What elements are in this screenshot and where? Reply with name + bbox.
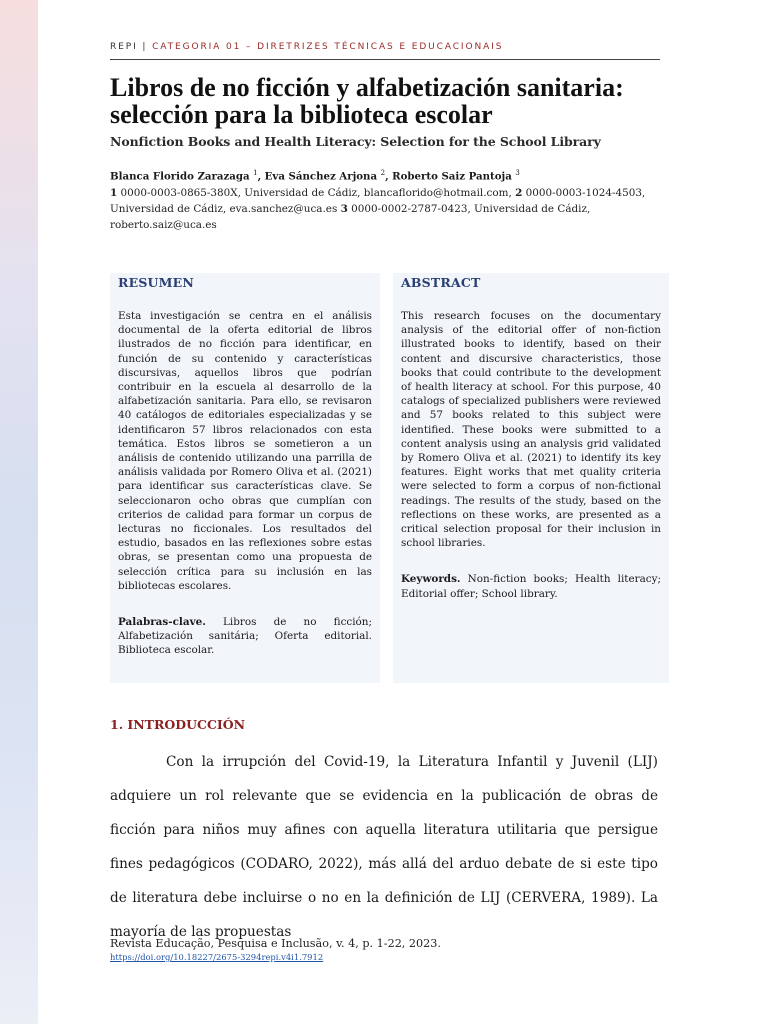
introduction-paragraph: Con la irrupción del Covid-19, la Literatura Infantil y Juvenil (LIJ) adquiere un rol relevante que se evidencia en la publicación de obras de ficción para niños muy afines con aquella literatura utilitaria que persigue fines pedagógicos (CODARO, 2022), más allá del arduo debate de si este tipo de literatura debe incluirse o no en la definición de LIJ (CERVERA, 1989). La mayoría de las propuestas [110, 754, 658, 940]
author-list: Blanca Florido Zarazaga $^1$, Eva Sánchez Arjona $^2$, Roberto Saiz Pantoja $^3$ [110, 169, 520, 183]
keywords-label: Keywords. [401, 573, 461, 586]
keywords-text: Non-fiction books; Health literacy; Editorial offer; School library. [401, 573, 661, 600]
author-superscript: 2 [380, 169, 386, 177]
keywords-label: Palabras-clave. [118, 616, 206, 629]
doi-link[interactable]: https://doi.org/10.18227/2675-3294repi.v4i1.7912 [110, 952, 324, 962]
resumen-body: Esta investigación se centra en el análisis documental de la oferta editorial de libros ilustrados de no ficción para identificar, en función de su contenido y características discursivas, aquellos libros que podrían contribuir en la escuela al desarrollo de la alfabetización sanitaria. Para ello, se revisaron 40 catálogos de editoriales especializadas y se identificaron 57 libros relacionados con esta temática. Estos libros se sometieron a un análisis de contenido utilizando una parrilla de análisis validada por Romero Oliva et al. (2021) para identificar sus características clave. Se seleccionaron ocho obras que cumplían con criterios de calidad para formar un corpus de lecturas no ficcionales. Los resultados del estudio, basados en las reflexiones sobre estas obras, se presentan como una propuesta de selección crítica para su inclusión en las bibliotecas escolares. [118, 310, 372, 592]
abstract-body: This research focuses on the documentary analysis of the editorial offer of non-fiction illustrated books to identify, based on their content and discursive characteristics, those books that could contribute to the development of health literacy at school. For this purpose, 40 catalogs of specialized publishers were reviewed and 57 books related to this subject were identified. These books were submitted to a content analysis using an analysis grid validated by Romero Oliva et al. (2021) to identify its key features. Eight works that met quality criteria were selected to form a corpus of non-fictional readings. The results of the study, based on the reflections on these works, are presented as a critical selection proposal for their inclusion in school libraries. [401, 310, 661, 550]
footer-citation: Revista Educação, Pesquisa e Inclusão, v. 4, p. 1-22, 2023. [110, 937, 441, 950]
abstract-keywords [401, 572, 661, 600]
author-name: Eva Sánchez Arjona [264, 170, 378, 183]
article-subtitle: Nonfiction Books and Health Literacy: Selection for the School Library [110, 134, 601, 149]
keywords-text: Libros de no ficción; Alfabetización sanitária; Oferta editorial. Biblioteca escolar. [118, 616, 372, 657]
author-name: Roberto Saiz Pantoja [392, 170, 512, 183]
header-category: CATEGORIA 01 – DIRETRIZES TÉCNICAS E EDUCACIONAIS [152, 42, 504, 52]
abstract-heading: ABSTRACT [401, 275, 481, 290]
author-name: Blanca Florido Zarazaga [110, 170, 250, 183]
section-heading-introduccion: 1. INTRODUCCIÓN [110, 717, 246, 732]
abstract-box [393, 273, 669, 683]
resumen-heading: RESUMEN [118, 275, 195, 290]
resumen-keywords [118, 615, 372, 658]
header-separator: | [142, 42, 148, 52]
resumen-box [110, 273, 380, 683]
affiliation-text: 0000-0002-2787-0423, Universidad de Cádiz, roberto.saiz@uca.es [110, 203, 591, 231]
author-superscript: 1 [253, 169, 258, 177]
affiliation-number: 2 [515, 187, 523, 199]
running-header [110, 42, 660, 60]
affiliation-number: 3 [340, 203, 348, 215]
affiliation-number: 1 [110, 187, 118, 199]
journal-acronym: REPI [110, 42, 138, 52]
affiliation-text: 0000-0003-0865-380X, Universidad de Cádiz, blancaflorido@hotmail.com, [120, 187, 512, 199]
affiliation-text: 0000-0003-1024-4503, Universidad de Cádiz, eva.sanchez@uca.es [110, 187, 646, 215]
article-title: Libros de no ficción y alfabetización sanitaria: selección para la biblioteca escolar [110, 73, 624, 129]
author-superscript: 3 [515, 169, 520, 177]
affiliations [110, 185, 650, 233]
side-decorative-band [0, 0, 38, 1024]
